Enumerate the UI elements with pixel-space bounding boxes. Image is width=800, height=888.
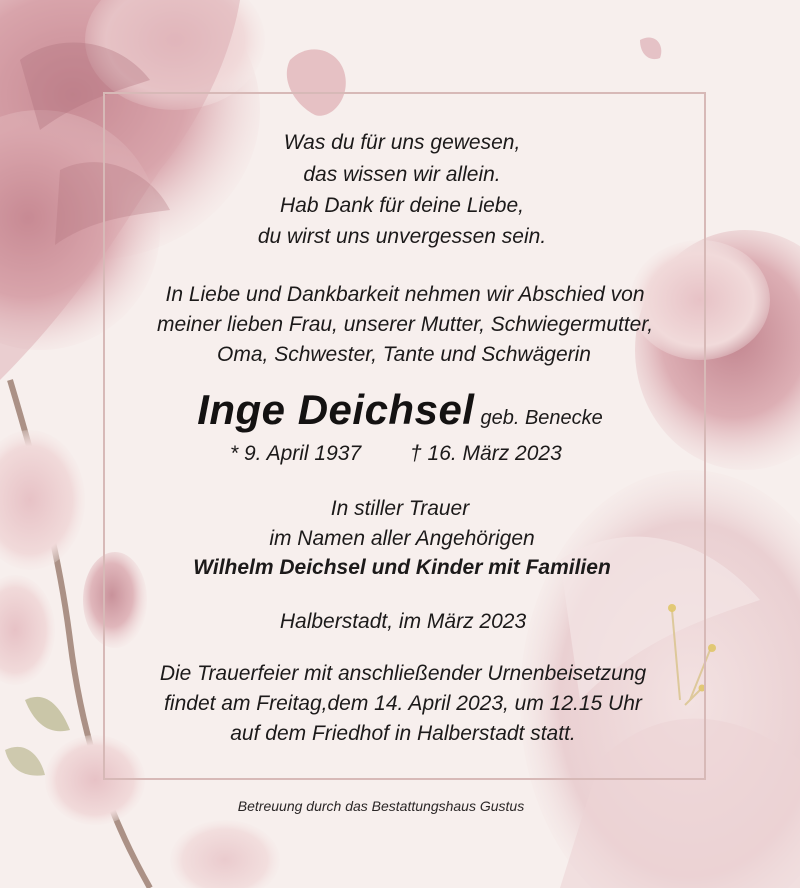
quote-line-3: Hab Dank für deine Liebe, — [280, 194, 524, 217]
service-line-2: findet am Freitag,dem 14. April 2023, um 12.15 Uhr — [164, 692, 642, 715]
quote-line-1: Was du für uns gewesen, — [283, 131, 521, 154]
mourners-line-1: In stiller Trauer — [330, 497, 470, 520]
intro-line-2: meiner lieben Frau, unserer Mutter, Schwiegermutter, — [156, 313, 654, 336]
quote-line-4: du wirst uns unvergessen sein. — [257, 225, 547, 248]
intro-line-1: In Liebe und Dankbarkeit nehmen wir Abschied von — [165, 283, 645, 306]
intro-line-3: Oma, Schwester, Tante und Schwägerin — [217, 343, 591, 366]
deceased-name: Inge Deichsel — [197, 386, 475, 433]
funeral-home-credit — [0, 796, 800, 816]
service-line-1: Die Trauerfeier mit anschließender Urnenbeisetzung — [159, 662, 647, 685]
birth-date: * 9. April 1937 — [230, 442, 362, 465]
deceased-heading — [0, 384, 800, 444]
service-line-3: auf dem Friedhof in Halberstadt statt. — [230, 722, 576, 745]
quote-line-2: das wissen wir allein. — [303, 163, 501, 186]
mourners-names: Wilhelm Deichsel und Kinder mit Familien — [193, 556, 611, 579]
place-and-date: Halberstadt, im März 2023 — [279, 610, 527, 633]
birth-name: geb. Benecke — [480, 407, 603, 429]
death-date: † 16. März 2023 — [410, 442, 562, 465]
footer-text: Betreuung durch das Bestattungshaus Gustus — [237, 798, 525, 814]
mourners-line-2: im Namen aller Angehörigen — [269, 527, 535, 550]
